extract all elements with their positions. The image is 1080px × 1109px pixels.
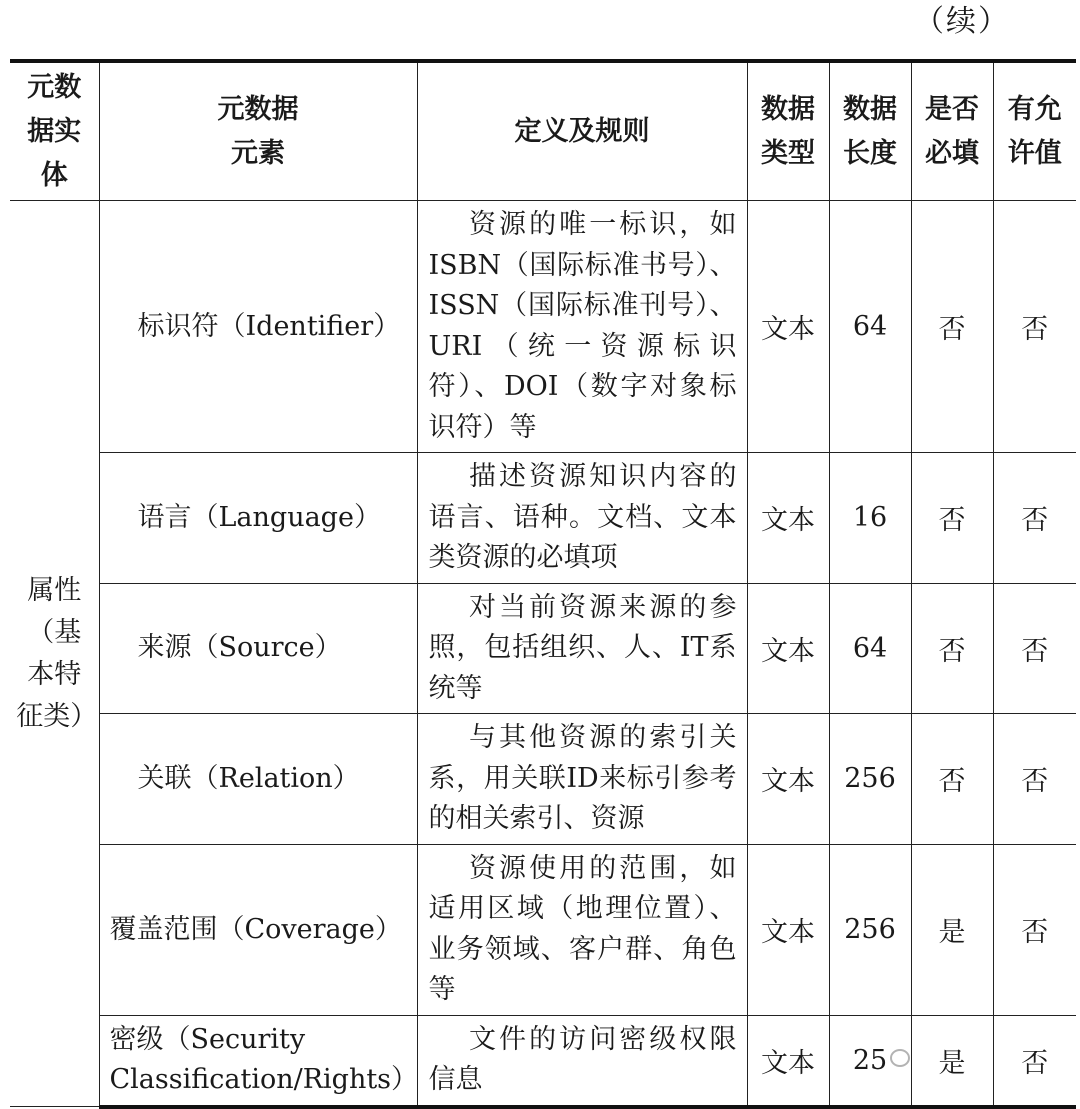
definition-cell: 资源的唯一标识，如ISBN（国际标准书号）、ISSN（国际标准刊号）、URI（统一资源标识符）、DOI（数字对象标识符）等 [417,201,747,453]
header-definition: 定义及规则 [417,61,747,201]
element-cell: 关联（Relation） [99,714,417,845]
header-data-length: 数据长度 [829,61,911,201]
mandatory-cell: 否 [911,201,993,453]
allowed-values-cell: 否 [993,714,1076,845]
table-row [10,844,1076,1015]
header-allowed-values: 有允许值 [993,61,1076,201]
data-length-cell: 25 [829,1015,911,1107]
element-cell: 标识符（Identifier） [99,201,417,453]
definition-cell: 对当前资源来源的参照，包括组织、人、IT系统等 [417,583,747,714]
data-type-cell: 文本 [747,201,829,453]
definition-cell: 与其他资源的索引关系，用关联ID来标引参考的相关索引、资源 [417,714,747,845]
table-row [10,714,1076,845]
header-element: 元数据元素 [99,61,417,201]
data-length-cell: 256 [829,714,911,845]
element-cell: 来源（Source） [99,583,417,714]
header-data-type: 数据类型 [747,61,829,201]
data-length-cell: 64 [829,201,911,453]
element-cell: 密级（Security Classification/Rights） [99,1015,417,1107]
allowed-values-cell: 否 [993,201,1076,453]
mandatory-cell: 否 [911,453,993,584]
continued-label: （续） [914,4,1010,39]
header-mandatory: 是否必填 [911,61,993,201]
wechat-icon [890,1049,910,1067]
data-length-cell: 16 [829,453,911,584]
table-row [10,453,1076,584]
definition-cell: 资源使用的范围，如适用区域（地理位置）、业务领域、客户群、角色等 [417,844,747,1015]
mandatory-cell: 是 [911,844,993,1015]
allowed-values-cell: 否 [993,844,1076,1015]
data-type-cell: 文本 [747,453,829,584]
allowed-values-cell: 否 [993,453,1076,584]
allowed-values-cell: 否 [993,1015,1076,1107]
definition-cell: 文件的访问密级权限信息 [417,1015,747,1107]
table-row [10,583,1076,714]
element-cell: 语言（Language） [99,453,417,584]
data-type-cell: 文本 [747,583,829,714]
header-entity: 元数据实体 [10,61,99,201]
allowed-values-cell: 否 [993,583,1076,714]
data-type-cell: 文本 [747,714,829,845]
entity-cell: 属性（基本特征类） [10,201,99,1107]
mandatory-cell: 否 [911,583,993,714]
mandatory-cell: 是 [911,1015,993,1107]
header-row [10,61,1076,201]
watermark [890,1040,1060,1076]
mandatory-cell: 否 [911,714,993,845]
element-cell: 覆盖范围（Coverage） [99,844,417,1015]
metadata-table [10,59,1076,1109]
data-type-cell: 文本 [747,844,829,1015]
definition-cell: 描述资源知识内容的语言、语种。文档、文本类资源的必填项 [417,453,747,584]
table-row [10,201,1076,453]
data-length-cell: 256 [829,844,911,1015]
data-length-cell: 64 [829,583,911,714]
data-type-cell: 文本 [747,1015,829,1107]
